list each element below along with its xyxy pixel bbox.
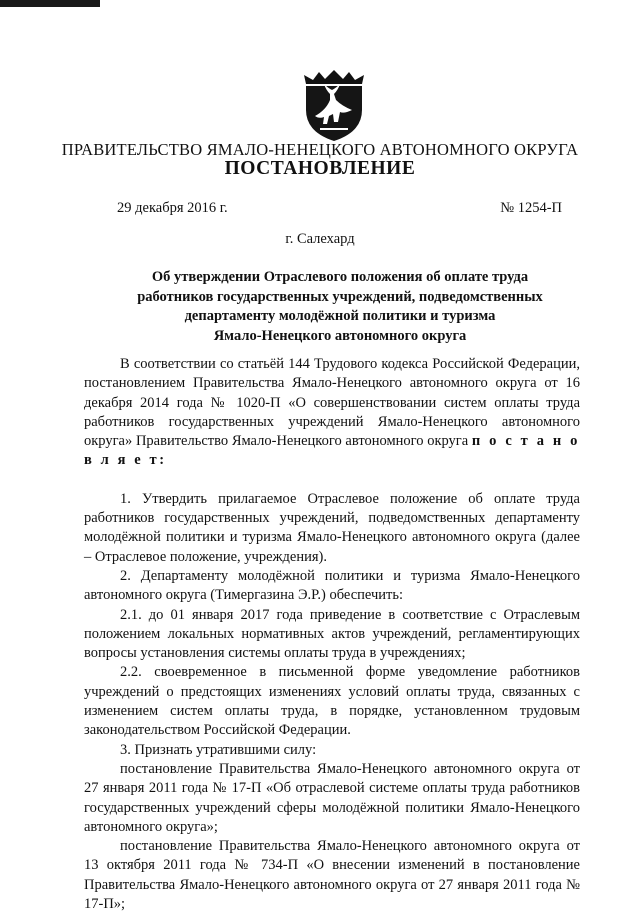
document-number: № 1254-П — [500, 200, 562, 216]
preamble-text: В соответствии со статьёй 144 Трудового кодекса Российской Федерации, постановлением Правительства Ямало-Ненецкого автономного округа от 16 декабря 2014 года № 1020-П «О совершенствовании систем оплаты труда работников государственных учреждений Ямало-Ненецкого автономного округа» Правительство Ямало-Ненецкого автономного округа — [84, 356, 580, 450]
title-line: департаменту молодёжной политики и туризма — [184, 308, 496, 324]
organization-name: ПРАВИТЕЛЬСТВО ЯМАЛО-НЕНЕЦКОГО АВТОНОМНОГО ОКРУГА — [61, 140, 579, 159]
clause-3: 3. Признать утратившими силу: — [120, 741, 317, 758]
document-type-heading: ПОСТАНОВЛЕНИЕ — [224, 158, 416, 179]
title-line: работников государственных учреждений, подведомственных — [137, 288, 543, 305]
document-title — [120, 268, 560, 346]
clause-2-2: 2.2. своевременное в письменной форме уведомление работников учреждений о предстоящих изменениях условий оплаты труда, связанных с изменением систем оплаты труда, в порядке, установленном трудовым законодательством Российской Федерации. — [84, 664, 580, 739]
clause-2-1: 2.1. до 01 января 2017 года приведение в соответствие с Отраслевым положением локальных нормативных актов учреждений, регламентирующих вопросы установления системы оплаты труда в учреждениях; — [84, 606, 580, 662]
clause-3-item-a: постановление Правительства Ямало-Ненецкого автономного округа от 27 января 2011 года № 17-П «Об отраслевой системе оплаты труда работников государственных учреждений сферы молодёжной политики Ямало-Ненецкого автономного округа»; — [84, 760, 580, 835]
title-line: Ямало-Ненецкого автономного округа — [213, 327, 467, 344]
clause-1: 1. Утвердить прилагаемое Отраслевое положение об оплате труда работников государственных учреждений, подведомственных департаменту молодёжной политики и туризма Ямало-Ненецкого автономного округа (далее – Отраслевое положение, учреждения). — [84, 490, 580, 565]
decree-word: п о с т а н о в л я е т: — [84, 433, 580, 469]
title-line: Об утверждении Отраслевого положения об оплате труда — [151, 269, 529, 285]
clause-3-item-b: постановление Правительства Ямало-Ненецкого автономного округа от 13 октября 2011 года № 734-П «О внесении изменений в постановление Правительства Ямало-Ненецкого автономного округа от 27 января 2011 года № 17-П»; — [84, 838, 580, 913]
document-body — [84, 355, 580, 914]
preamble-paragraph — [84, 355, 580, 471]
scan-corner-mark — [0, 0, 100, 7]
document-city: г. Салехард — [285, 231, 355, 247]
clause-2: 2. Департаменту молодёжной политики и туризма Ямало-Ненецкого автономного округа (Тимергазина Э.Р.) обеспечить: — [84, 567, 580, 604]
coat-of-arms-emblem — [300, 70, 368, 142]
document-date: 29 декабря 2016 г. — [117, 200, 228, 216]
